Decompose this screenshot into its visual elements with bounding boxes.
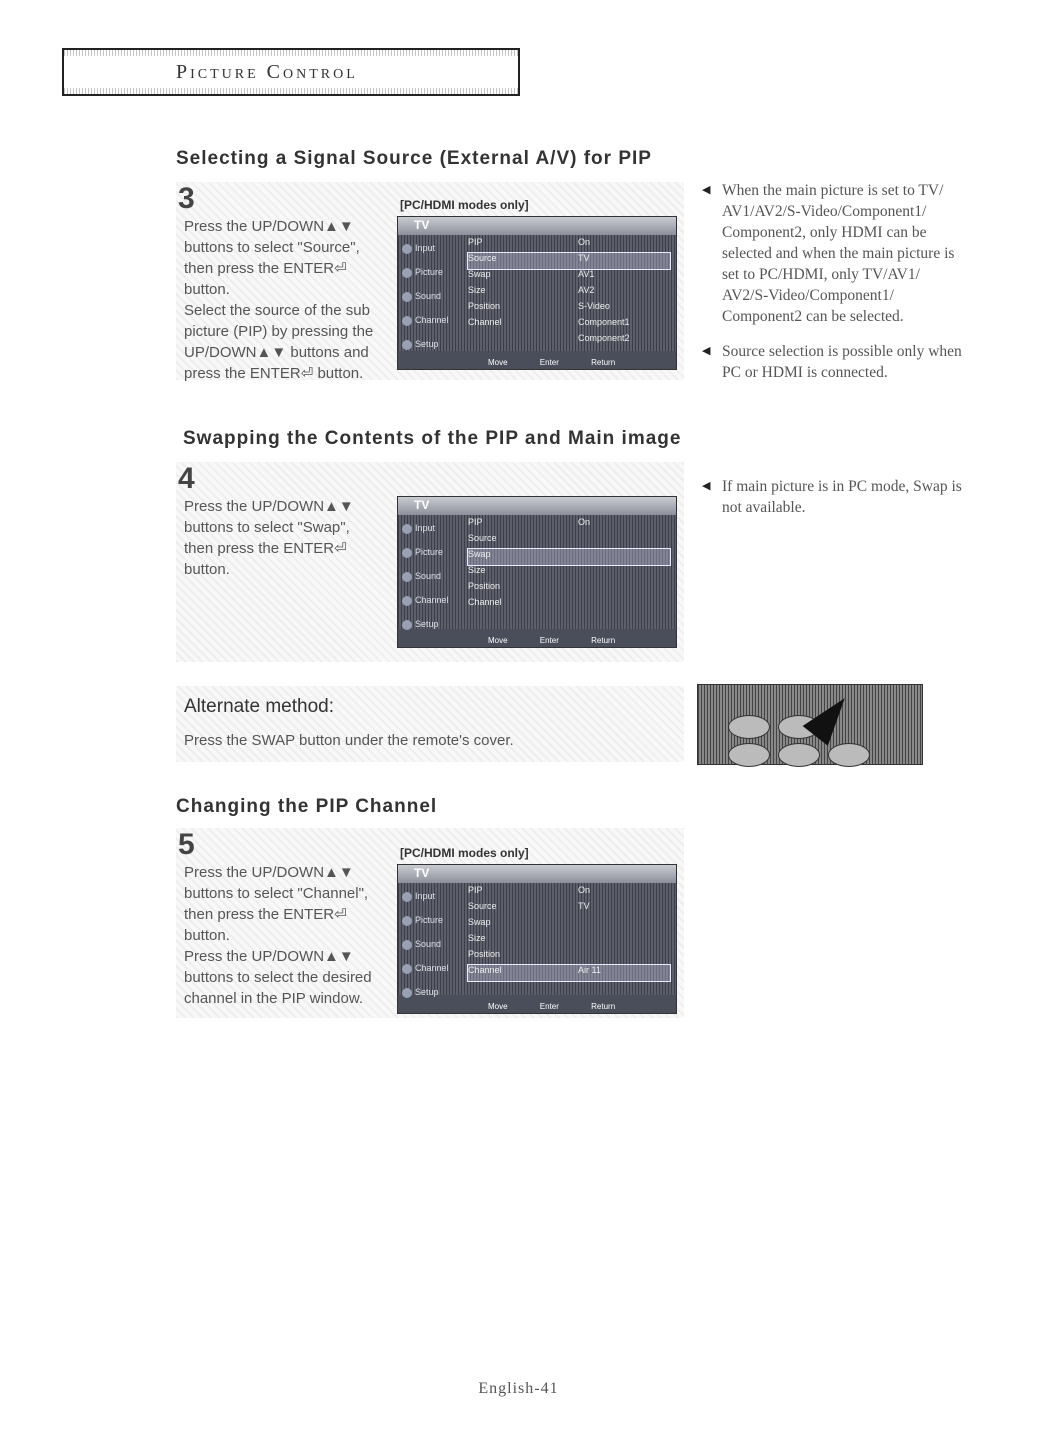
menu-row-position: Position S-Video bbox=[468, 301, 610, 311]
remote-button bbox=[728, 715, 770, 739]
picture-icon bbox=[402, 548, 412, 558]
pip-menu bbox=[468, 237, 670, 349]
page-header bbox=[62, 48, 520, 96]
tv-menu-label: TV bbox=[414, 866, 430, 880]
menu-row-source: Source TV bbox=[468, 901, 590, 911]
pip-menu bbox=[468, 517, 670, 613]
mode-note: [PC/HDMI modes only] bbox=[400, 198, 529, 212]
instruction-line: Press the UP/DOWN▲▼ bbox=[184, 948, 354, 965]
tv-menu-footer: Move Enter Return bbox=[488, 358, 616, 367]
input-icon bbox=[402, 524, 412, 534]
menu-row-pip: PIP On bbox=[468, 517, 591, 527]
menu-row-channel: Channel bbox=[468, 597, 502, 607]
side-menu-channel: Channel bbox=[402, 315, 464, 326]
section-title-swap: Swapping the Contents of the PIP and Main image bbox=[183, 428, 682, 449]
section2-notes bbox=[700, 476, 968, 532]
section1-notes bbox=[700, 180, 968, 397]
instruction-line: Press the UP/DOWN▲▼ bbox=[184, 864, 354, 881]
step-instructions bbox=[184, 496, 394, 580]
side-menu-setup: Setup bbox=[402, 987, 464, 998]
picture-icon bbox=[402, 916, 412, 926]
setup-icon bbox=[402, 340, 412, 350]
side-menu-setup: Setup bbox=[402, 339, 464, 350]
side-menu-channel: Channel bbox=[402, 963, 464, 974]
side-menu-picture: Picture bbox=[402, 547, 464, 558]
section-title-channel: Changing the PIP Channel bbox=[176, 796, 438, 817]
instruction-line: then press the ENTER⏎ bbox=[184, 260, 347, 277]
tv-menu-screen bbox=[397, 864, 677, 1014]
page-number: English-41 bbox=[478, 1380, 559, 1397]
step-instructions bbox=[184, 216, 394, 384]
menu-row-pip: PIP On bbox=[468, 237, 591, 247]
instruction-line: then press the ENTER⏎ bbox=[184, 906, 347, 923]
side-menu-sound: Sound bbox=[402, 291, 464, 302]
side-menu-input: Input bbox=[402, 891, 464, 902]
alternate-method-panel bbox=[176, 686, 684, 762]
menu-row-channel: Channel Component1 bbox=[468, 317, 630, 327]
section-title-source: Selecting a Signal Source (External A/V) for PIP bbox=[176, 148, 652, 169]
note-bullet: ◀ When the main picture is set to TV/ AV1/AV2/S-Video/Component1/ Component2, only HDMI can be selected and when the main picture is set to PC/HDMI, only TV/AV1/ AV2/S-Video/Component1/ Component2 can be selected. bbox=[700, 180, 968, 327]
note-bullet: ◀ If main picture is in PC mode, Swap is not available. bbox=[700, 476, 968, 518]
side-menu-channel: Channel bbox=[402, 595, 464, 606]
menu-row-swap: Swap bbox=[468, 917, 491, 927]
instruction-line: Press the UP/DOWN▲▼ bbox=[184, 498, 354, 515]
instruction-line: Press the UP/DOWN▲▼ bbox=[184, 218, 354, 235]
menu-row-size: Size bbox=[468, 933, 486, 943]
instruction-line: press the ENTER⏎ button. bbox=[184, 365, 364, 382]
sound-icon bbox=[402, 572, 412, 582]
sound-icon bbox=[402, 292, 412, 302]
menu-row-extra: Component2 bbox=[578, 333, 630, 343]
tv-menu-titlebar bbox=[398, 865, 676, 883]
tv-menu-screen bbox=[397, 496, 677, 648]
menu-row-swap: Swap AV1 bbox=[468, 269, 595, 279]
instruction-line: button. bbox=[184, 561, 230, 578]
instruction-line: buttons to select "Channel", bbox=[184, 885, 369, 902]
instruction-line: buttons to select "Source", bbox=[184, 239, 360, 256]
mode-note: [PC/HDMI modes only] bbox=[400, 846, 529, 860]
sound-icon bbox=[402, 940, 412, 950]
input-icon bbox=[402, 244, 412, 254]
remote-control-image bbox=[697, 684, 923, 765]
note-bullet: ◀ Source selection is possible only when PC or HDMI is connected. bbox=[700, 341, 968, 383]
instruction-line: picture (PIP) by pressing the bbox=[184, 323, 374, 340]
menu-row-position: Position bbox=[468, 581, 501, 591]
menu-row-pip: PIP On bbox=[468, 885, 591, 895]
instruction-line: channel in the PIP window. bbox=[184, 990, 364, 1007]
step-5-panel bbox=[176, 828, 684, 1018]
menu-row-size: Size AV2 bbox=[468, 285, 595, 295]
tv-menu-footer: Move Enter Return bbox=[488, 1002, 616, 1011]
menu-row-position: Position bbox=[468, 949, 501, 959]
menu-row-swap: Swap bbox=[468, 549, 670, 565]
channel-icon bbox=[402, 596, 412, 606]
side-menu-picture: Picture bbox=[402, 915, 464, 926]
instruction-line: buttons to select the desired bbox=[184, 969, 372, 986]
tv-menu-titlebar bbox=[398, 497, 676, 515]
step-number: 4 bbox=[178, 462, 195, 495]
channel-icon bbox=[402, 964, 412, 974]
step-number: 3 bbox=[178, 182, 195, 215]
setup-icon bbox=[402, 620, 412, 630]
menu-row-size: Size bbox=[468, 565, 486, 575]
remote-button bbox=[728, 743, 770, 767]
side-menu-input: Input bbox=[402, 243, 464, 254]
side-menu-setup: Setup bbox=[402, 619, 464, 630]
side-menu-sound: Sound bbox=[402, 571, 464, 582]
instruction-line: button. bbox=[184, 927, 230, 944]
tv-menu-footer: Move Enter Return bbox=[488, 636, 616, 645]
alternate-method-title: Alternate method: bbox=[184, 696, 334, 717]
pip-menu bbox=[468, 885, 670, 981]
instruction-line: UP/DOWN▲▼ buttons and bbox=[184, 344, 369, 361]
pointer-arrow-icon bbox=[803, 688, 858, 746]
alternate-method-text: Press the SWAP button under the remote's cover. bbox=[184, 732, 514, 749]
step-3-panel bbox=[176, 182, 684, 380]
side-menu-sound: Sound bbox=[402, 939, 464, 950]
tv-menu-screen bbox=[397, 216, 677, 370]
picture-icon bbox=[402, 268, 412, 278]
step-instructions bbox=[184, 862, 394, 1009]
tv-menu-label: TV bbox=[414, 498, 430, 512]
menu-row-channel: Channel Air 11 bbox=[468, 965, 670, 981]
channel-icon bbox=[402, 316, 412, 326]
side-menu-picture: Picture bbox=[402, 267, 464, 278]
input-icon bbox=[402, 892, 412, 902]
step-4-panel bbox=[176, 462, 684, 662]
menu-row-source: Source bbox=[468, 533, 497, 543]
remote-button bbox=[828, 743, 870, 767]
menu-row-source: Source TV bbox=[468, 253, 670, 269]
page-header-title: Picture Control bbox=[176, 60, 358, 83]
instruction-line: Select the source of the sub bbox=[184, 302, 370, 319]
side-menu-input: Input bbox=[402, 523, 464, 534]
tv-menu-titlebar bbox=[398, 217, 676, 235]
remote-button bbox=[778, 743, 820, 767]
step-number: 5 bbox=[178, 828, 195, 861]
instruction-line: then press the ENTER⏎ bbox=[184, 540, 347, 557]
instruction-line: button. bbox=[184, 281, 230, 298]
instruction-line: buttons to select "Swap", bbox=[184, 519, 350, 536]
setup-icon bbox=[402, 988, 412, 998]
tv-menu-label: TV bbox=[414, 218, 430, 232]
